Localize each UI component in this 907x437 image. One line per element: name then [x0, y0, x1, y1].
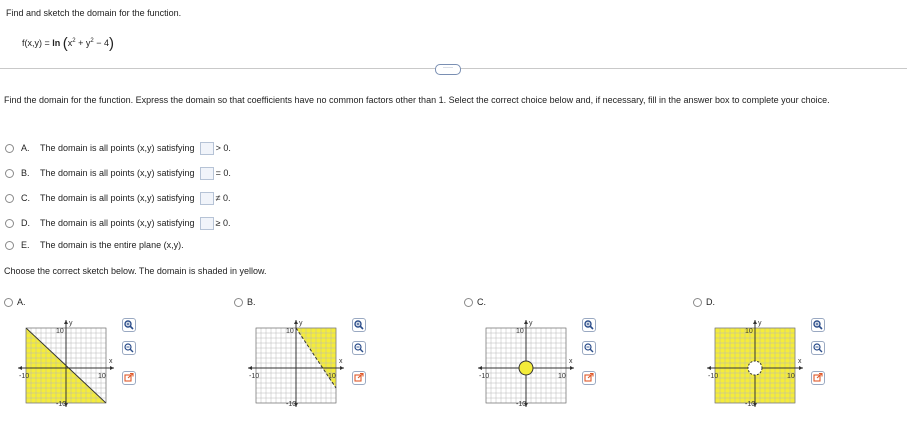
choice-letter: B. — [21, 168, 30, 178]
sketch-radio-a[interactable] — [4, 298, 13, 307]
choice-text: The domain is all points (x,y) satisfying — [40, 193, 195, 203]
choice-text: The domain is all points (x,y) satisfying — [40, 143, 195, 153]
y-arrow — [524, 320, 528, 324]
y-axis-label: y — [69, 320, 73, 327]
function-formula: $f(x,y) = \ln (x^2 + y^2 - 4)$ — [22, 35, 115, 52]
popout-icon[interactable] — [582, 371, 596, 385]
sketch-choice-b[interactable] — [234, 297, 256, 307]
x-tick-label: 10 — [787, 373, 795, 380]
x-arrow — [799, 366, 803, 370]
function-ln: ln — [52, 38, 61, 48]
choice-relation: ≥ 0. — [215, 218, 231, 228]
radio-d[interactable] — [5, 219, 14, 228]
graph-d — [705, 318, 805, 408]
choice-text: The domain is all points (x,y) satisfying — [40, 168, 195, 178]
popout-icon[interactable] — [352, 371, 366, 385]
zoom-out-icon[interactable] — [352, 341, 366, 355]
question-prompt: Find and sketch the domain for the function. — [6, 8, 182, 18]
y-tick-label-neg: -10 — [745, 401, 756, 408]
function-x: x — [67, 38, 73, 48]
radio-c[interactable] — [5, 194, 14, 203]
sketch-letter: C. — [477, 297, 486, 307]
zoom-out-icon[interactable] — [122, 341, 136, 355]
function-end: − 4 — [93, 38, 110, 48]
choice-text: The domain is all points (x,y) satisfying — [40, 218, 195, 228]
x-axis-label: x — [798, 358, 802, 365]
x-arrow-left — [478, 366, 482, 370]
x-arrow — [570, 366, 574, 370]
graph-c — [476, 318, 576, 408]
choice-letter: E. — [21, 240, 30, 250]
graph-a — [16, 318, 116, 408]
x-axis-label: x — [339, 358, 343, 365]
x-arrow — [340, 366, 344, 370]
popout-icon[interactable] — [122, 371, 136, 385]
function-plus-y: + y — [75, 38, 91, 48]
sketch-radio-b[interactable] — [234, 298, 243, 307]
x-tick-label: 10 — [328, 373, 336, 380]
y-tick-label: 10 — [745, 328, 753, 335]
instructions: Find the domain for the function. Express the domain so that coefficients have no common factors other than 1. Select the correct choice below and, if necessary, fill in the answer box to complete your choice. — [4, 95, 830, 105]
x-arrow-left — [18, 366, 22, 370]
radio-b[interactable] — [5, 169, 14, 178]
choice-c[interactable] — [5, 191, 231, 205]
zoom-in-icon[interactable] — [352, 318, 366, 332]
x-tick-label: 10 — [98, 373, 106, 380]
y-arrow — [294, 320, 298, 324]
y-tick-label-neg: -10 — [516, 401, 527, 408]
radio-e[interactable] — [5, 241, 14, 250]
y-arrow — [64, 320, 68, 324]
zoom-in-icon[interactable] — [122, 318, 136, 332]
exp-y: 2 — [90, 38, 94, 44]
shaded-disk-c — [519, 361, 533, 375]
choice-letter: C. — [21, 193, 30, 203]
zoom-out-icon[interactable] — [811, 341, 825, 355]
choice-text: The domain is the entire plane (x,y). — [40, 240, 184, 250]
sketch-prompt: Choose the correct sketch below. The domain is shaded in yellow. — [4, 266, 267, 276]
choice-relation: > 0. — [215, 143, 231, 153]
y-tick-label: 10 — [286, 328, 294, 335]
x-tick-label-neg: -10 — [479, 373, 490, 380]
x-tick-label-neg: -10 — [708, 373, 719, 380]
y-tick-label: 10 — [56, 328, 64, 335]
choice-e[interactable] — [5, 238, 184, 252]
x-axis-label: x — [569, 358, 573, 365]
choice-d[interactable] — [5, 216, 231, 230]
sketch-choice-c[interactable] — [464, 297, 486, 307]
zoom-out-icon[interactable] — [582, 341, 596, 355]
x-tick-label: 10 — [558, 373, 566, 380]
hole-circle-d — [748, 361, 762, 375]
radio-a[interactable] — [5, 144, 14, 153]
choice-relation: ≠ 0. — [215, 193, 231, 203]
choice-b[interactable] — [5, 166, 231, 180]
y-arrow — [753, 320, 757, 324]
sketch-radio-c[interactable] — [464, 298, 473, 307]
sketch-letter: A. — [17, 297, 26, 307]
exp-x: 2 — [72, 38, 76, 44]
choice-a[interactable] — [5, 141, 231, 155]
function-lhs: f(x,y) = — [22, 38, 50, 48]
zoom-in-icon[interactable] — [811, 318, 825, 332]
x-axis-label: x — [109, 358, 113, 365]
graph-b — [246, 318, 346, 408]
more-button[interactable]: ····· — [435, 64, 461, 75]
x-arrow-left — [707, 366, 711, 370]
y-axis-label: y — [299, 320, 303, 327]
answer-box-c[interactable] — [200, 192, 214, 205]
x-tick-label-neg: -10 — [249, 373, 260, 380]
choice-relation: = 0. — [215, 168, 231, 178]
y-axis-label: y — [758, 320, 762, 327]
popout-icon[interactable] — [811, 371, 825, 385]
answer-box-a[interactable] — [200, 142, 214, 155]
y-tick-label-neg: -10 — [56, 401, 67, 408]
sketch-letter: B. — [247, 297, 256, 307]
choice-letter: A. — [21, 143, 30, 153]
zoom-in-icon[interactable] — [582, 318, 596, 332]
x-arrow — [110, 366, 114, 370]
sketch-choice-a[interactable] — [4, 297, 26, 307]
sketch-radio-d[interactable] — [693, 298, 702, 307]
y-axis-label: y — [529, 320, 533, 327]
sketch-letter: D. — [706, 297, 715, 307]
choice-letter: D. — [21, 218, 30, 228]
y-tick-label-neg: -10 — [286, 401, 297, 408]
y-tick-label: 10 — [516, 328, 524, 335]
answer-box-b[interactable] — [200, 167, 214, 180]
sketch-choice-d[interactable] — [693, 297, 715, 307]
x-arrow-left — [248, 366, 252, 370]
answer-box-d[interactable] — [200, 217, 214, 230]
x-tick-label-neg: -10 — [19, 373, 30, 380]
